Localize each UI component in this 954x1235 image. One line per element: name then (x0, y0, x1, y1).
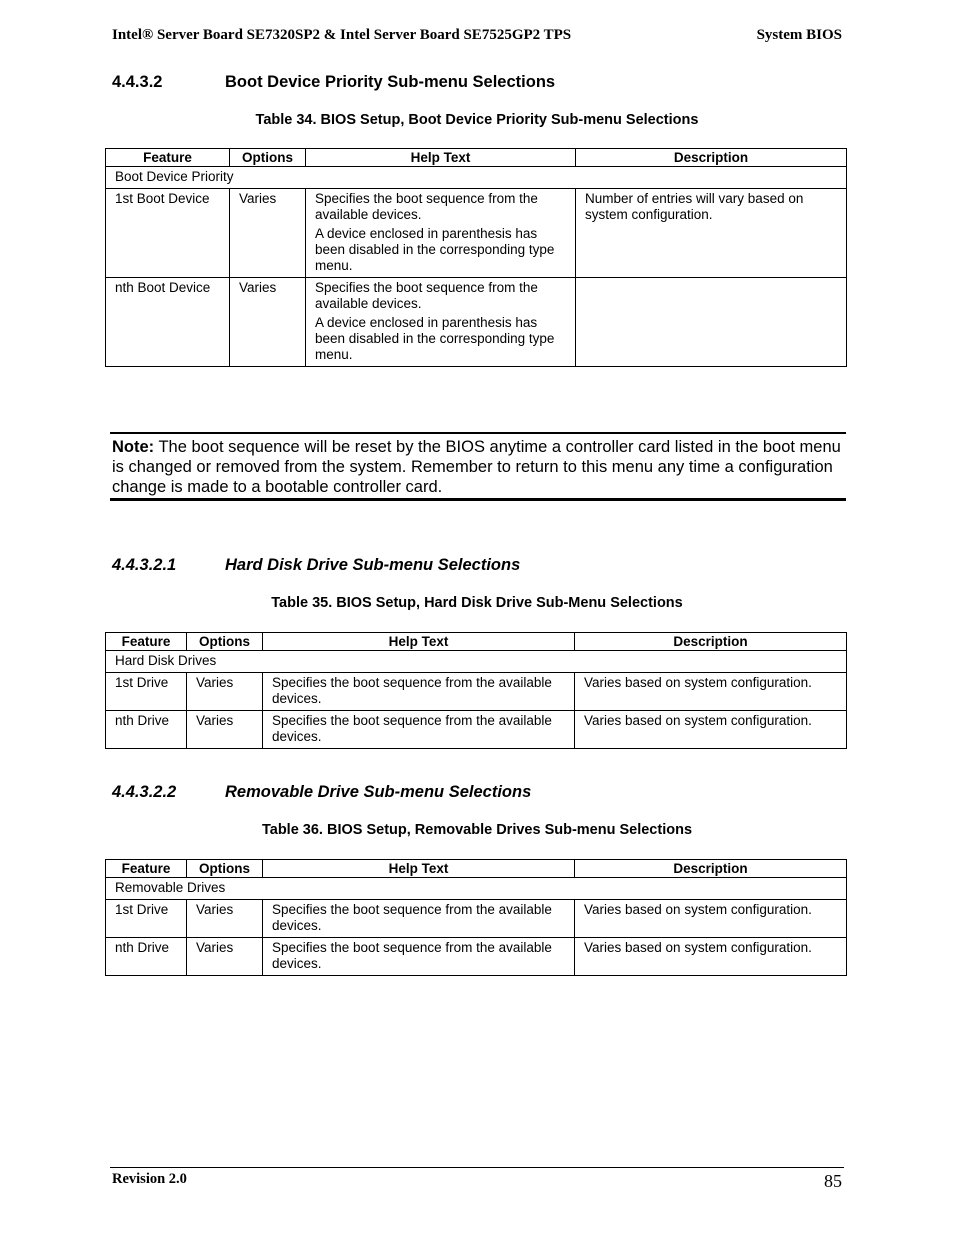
section-number: 4.4.3.2 (112, 73, 163, 91)
group-label: Removable Drives (106, 878, 847, 900)
footer-divider (110, 1167, 844, 1168)
column-header-options: Options (187, 860, 263, 878)
options-cell: Varies (230, 278, 306, 367)
description-cell: Varies based on system configuration. (575, 900, 847, 938)
help-text-cell: Specifies the boot sequence from the available devices. (263, 711, 575, 749)
chapter-title: System BIOS (756, 27, 842, 43)
column-header-help-text: Help Text (263, 860, 575, 878)
description-cell: Varies based on system configuration. (575, 673, 847, 711)
group-label: Hard Disk Drives (106, 651, 847, 673)
table-row (106, 278, 847, 367)
note-text: The boot sequence will be reset by the BIOS anytime a controller card listed in the boot menu is changed or removed from the system. Remember to return to this menu any time a configuration change is made to a bootable controller card. (112, 438, 841, 496)
description-cell (576, 278, 847, 367)
column-header-feature: Feature (106, 860, 187, 878)
table-34-caption: Table 34. BIOS Setup, Boot Device Priority Sub-menu Selections (255, 112, 699, 128)
document-title: Intel® Server Board SE7320SP2 & Intel Server Board SE7525GP2 TPS (112, 27, 572, 43)
table-36-caption: Table 36. BIOS Setup, Removable Drives Sub-menu Selections (261, 822, 693, 838)
column-header-options: Options (230, 149, 306, 167)
table-header-row (106, 860, 847, 878)
section-number: 4.4.3.2.1 (112, 556, 177, 574)
description-cell: Varies based on system configuration. (575, 938, 847, 976)
revision-label: Revision 2.0 (112, 1171, 187, 1187)
column-header-help-text: Help Text (306, 149, 576, 167)
section-heading-hard-disk (112, 556, 520, 575)
column-header-feature: Feature (106, 149, 230, 167)
table-row (106, 711, 847, 749)
description-cell: Varies based on system configuration. (575, 711, 847, 749)
note-label: Note: (112, 438, 155, 456)
column-header-feature: Feature (106, 633, 187, 651)
help-text-cell (306, 189, 576, 278)
options-cell: Varies (187, 900, 263, 938)
table-header-row (106, 149, 847, 167)
section-title: Boot Device Priority Sub-menu Selections (225, 73, 556, 91)
feature-cell: nth Boot Device (106, 278, 230, 367)
table-35-caption: Table 35. BIOS Setup, Hard Disk Drive Sub-Menu Selections (271, 595, 683, 611)
options-cell: Varies (187, 673, 263, 711)
column-header-help-text: Help Text (263, 633, 575, 651)
help-text-line: Specifies the boot sequence from the available devices. (315, 280, 538, 311)
options-cell: Varies (187, 711, 263, 749)
table-row (106, 900, 847, 938)
table-group-row (106, 878, 847, 900)
feature-cell: 1st Drive (106, 900, 187, 938)
table-row (106, 673, 847, 711)
help-text-cell: Specifies the boot sequence from the available devices. (263, 900, 575, 938)
help-text-line: A device enclosed in parenthesis has been disabled in the corresponding type menu. (315, 315, 555, 362)
feature-cell: 1st Drive (106, 673, 187, 711)
table-35 (105, 632, 847, 749)
group-label: Boot Device Priority (106, 167, 847, 189)
section-title: Hard Disk Drive Sub-menu Selections (225, 556, 521, 574)
column-header-description: Description (576, 149, 847, 167)
help-text-line: Specifies the boot sequence from the available devices. (315, 191, 538, 222)
feature-cell: nth Drive (106, 938, 187, 976)
description-cell: Number of entries will vary based on system configuration. (576, 189, 847, 278)
table-36 (105, 859, 847, 976)
section-heading-boot-device-priority (112, 73, 555, 92)
table-header-row (106, 633, 847, 651)
table-group-row (106, 167, 847, 189)
feature-cell: nth Drive (106, 711, 187, 749)
help-text-cell: Specifies the boot sequence from the available devices. (263, 938, 575, 976)
page-number: 85 (824, 1171, 842, 1191)
column-header-description: Description (575, 860, 847, 878)
table-34 (105, 148, 847, 367)
section-number: 4.4.3.2.2 (112, 783, 177, 801)
table-row (106, 938, 847, 976)
table-group-row (106, 651, 847, 673)
help-text-cell: Specifies the boot sequence from the available devices. (263, 673, 575, 711)
help-text-cell (306, 278, 576, 367)
section-heading-removable-drive (112, 783, 531, 802)
options-cell: Varies (187, 938, 263, 976)
column-header-description: Description (575, 633, 847, 651)
help-text-line: A device enclosed in parenthesis has been disabled in the corresponding type menu. (315, 226, 555, 273)
note-box (110, 432, 846, 501)
feature-cell: 1st Boot Device (106, 189, 230, 278)
running-header (112, 27, 842, 49)
column-header-options: Options (187, 633, 263, 651)
section-title: Removable Drive Sub-menu Selections (225, 783, 532, 801)
options-cell: Varies (230, 189, 306, 278)
table-row (106, 189, 847, 278)
